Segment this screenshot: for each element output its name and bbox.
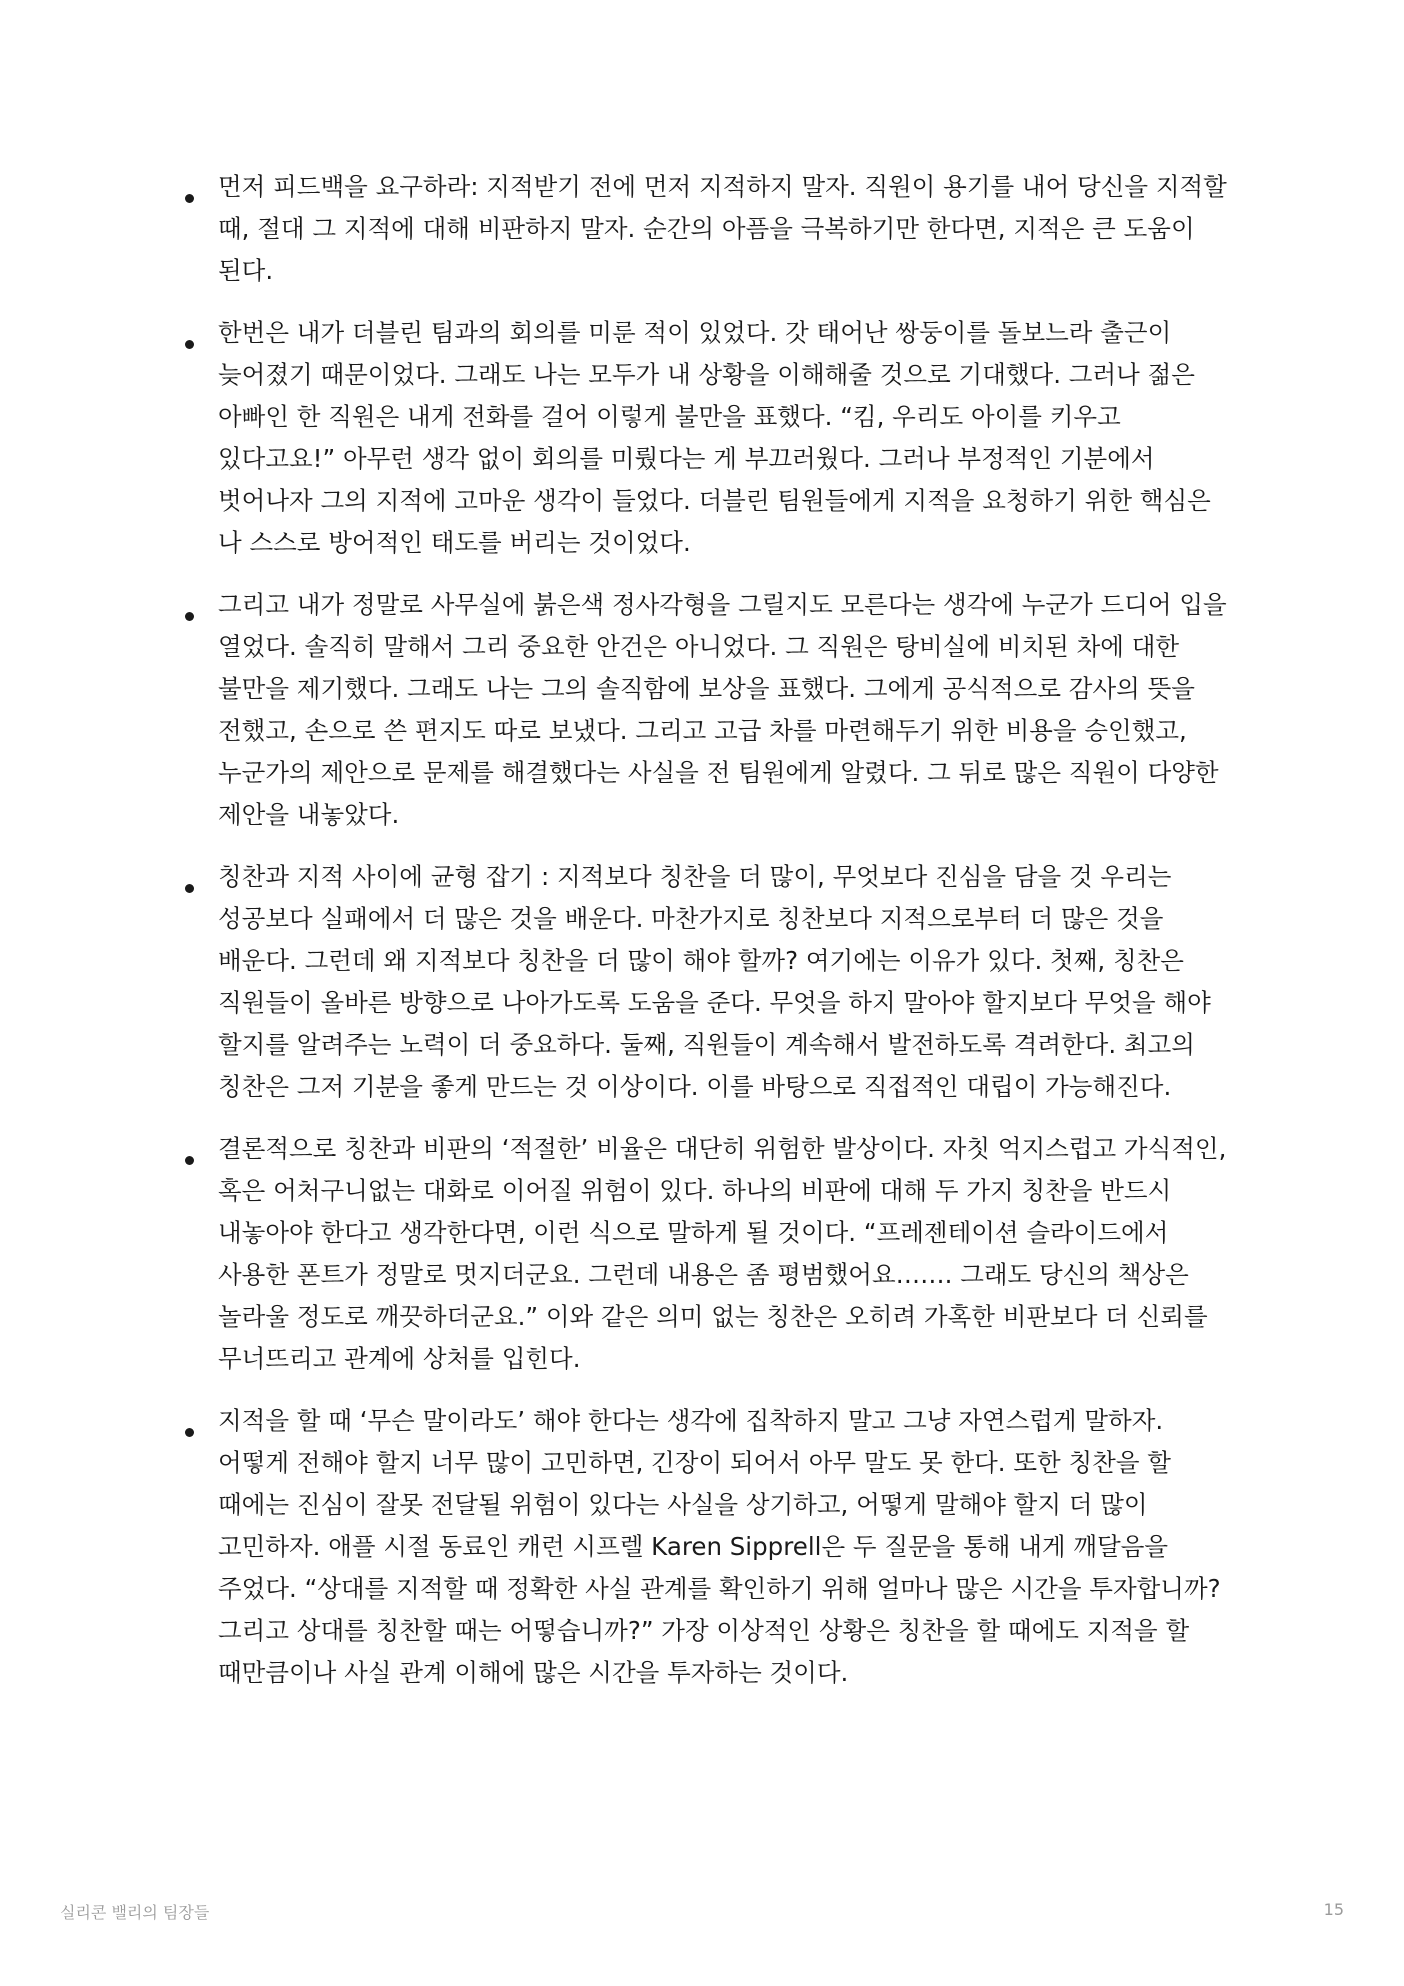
paragraph-text: 지적을 할 때 ‘무슨 말이라도’ 해야 한다는 생각에 집착하지 말고 그냥 자연스럽게 말하자. 어떻게 전해야 할지 너무 많이 고민하면, 긴장이 되어서 아무 말도 못 한다. 또한 칭찬을 할 때에는 진심이 잘못 전달될 위험이 있다는 사실을 상기하고, 어떻게 말해야 할지 더 많이 고민하자. 애플 시절 동료인 캐런 시프렐 Karen Sipprell은 두 질문을 통해 내게 깨달음을 주었다. “상대를 지적할 때 정확한 사실 관계를 확인하기 위해 얼마나 많은 시간을 투자합니까? 그리고 상대를 칭찬할 때는 어떻습니까?” 가장 이상적인 상황은 칭찬을 할 때에도 지적을 할 때만큼이나 사실 관계 이해에 많은 시간을 투자하는 것이다. (218, 1406, 1221, 1687)
page-number: 15 (1323, 1900, 1344, 1919)
paragraph-text: 결론적으로 칭찬과 비판의 ‘적절한’ 비율은 대단히 위험한 발상이다. 자칫 억지스럽고 가식적인, 혹은 어처구니없는 대화로 이어질 위험이 있다. 하나의 비판에 대해 두 가지 칭찬을 반드시 내놓아야 한다고 생각한다면, 이런 식으로 말하게 될 것이다. “프레젠테이션 슬라이드에서 사용한 폰트가 정말로 멋지더군요. 그런데 내용은 좀 평범했어요……. 그래도 당신의 책상은 놀라울 정도로 깨끗하더군요.” 이와 같은 의미 없는 칭찬은 오히려 가혹한 비판보다 더 신뢰를 무너뜨리고 관계에 상처를 입힌다. (218, 1134, 1227, 1373)
bullet-list (176, 166, 1238, 1694)
paragraph-text: 칭찬과 지적 사이에 균형 잡기 : 지적보다 칭찬을 더 많이, 무엇보다 진심을 담을 것 우리는 성공보다 실패에서 더 많은 것을 배운다. 마찬가지로 칭찬보다 지적으로부터 더 많은 것을 배운다. 그런데 왜 지적보다 칭찬을 더 많이 해야 할까? 여기에는 이유가 있다. 첫째, 칭찬은 직원들이 올바른 방향으로 나아가도록 도움을 준다. 무엇을 하지 말아야 할지보다 무엇을 해야 할지를 알려주는 노력이 더 중요하다. 둘째, 직원들이 계속해서 발전하도록 격려한다. 최고의 칭찬은 그저 기분을 좋게 만드는 것 이상이다. 이를 바탕으로 직접적인 대립이 가능해진다. (218, 862, 1211, 1101)
paragraph-text: 먼저 피드백을 요구하라: 지적받기 전에 먼저 지적하지 말자. 직원이 용기를 내어 당신을 지적할 때, 절대 그 지적에 대해 비판하지 말자. 순간의 아픔을 극복하기만 한다면, 지적은 큰 도움이 된다. (218, 172, 1227, 285)
footer-book-title: 실리콘 밸리의 팀장들 (60, 1903, 210, 1922)
bullet-dot-icon (185, 884, 194, 893)
list-item (176, 166, 1238, 292)
paragraph-text: 그리고 내가 정말로 사무실에 붉은색 정사각형을 그릴지도 모른다는 생각에 누군가 드디어 입을 열었다. 솔직히 말해서 그리 중요한 안건은 아니었다. 그 직원은 탕비실에 비치된 차에 대한 불만을 제기했다. 그래도 나는 그의 솔직함에 보상을 표했다. 그에게 공식적으로 감사의 뜻을 전했고, 손으로 쓴 편지도 따로 보냈다. 그리고 고급 차를 마련해두기 위한 비용을 승인했고, 누군가의 제안으로 문제를 해결했다는 사실을 전 팀원에게 알렸다. 그 뒤로 많은 직원이 다양한 제안을 내놓았다. (218, 590, 1227, 829)
list-item (176, 856, 1238, 1108)
list-item (176, 1400, 1238, 1694)
bullet-dot-icon (185, 1428, 194, 1437)
list-item (176, 1128, 1238, 1380)
page-body (176, 166, 1238, 1714)
list-item (176, 312, 1238, 564)
paragraph-text: 한번은 내가 더블린 팀과의 회의를 미룬 적이 있었다. 갓 태어난 쌍둥이를 돌보느라 출근이 늦어졌기 때문이었다. 그래도 나는 모두가 내 상황을 이해해줄 것으로 기대했다. 그러나 젊은 아빠인 한 직원은 내게 전화를 걸어 이렇게 불만을 표했다. “킴, 우리도 아이를 키우고 있다고요!” 아무런 생각 없이 회의를 미뤘다는 게 부끄러웠다. 그러나 부정적인 기분에서 벗어나자 그의 지적에 고마운 생각이 들었다. 더블린 팀원들에게 지적을 요청하기 위한 핵심은 나 스스로 방어적인 태도를 버리는 것이었다. (218, 318, 1211, 557)
bullet-dot-icon (185, 340, 194, 349)
bullet-dot-icon (185, 612, 194, 621)
bullet-dot-icon (185, 1156, 194, 1165)
list-item (176, 584, 1238, 836)
bullet-dot-icon (185, 194, 194, 203)
